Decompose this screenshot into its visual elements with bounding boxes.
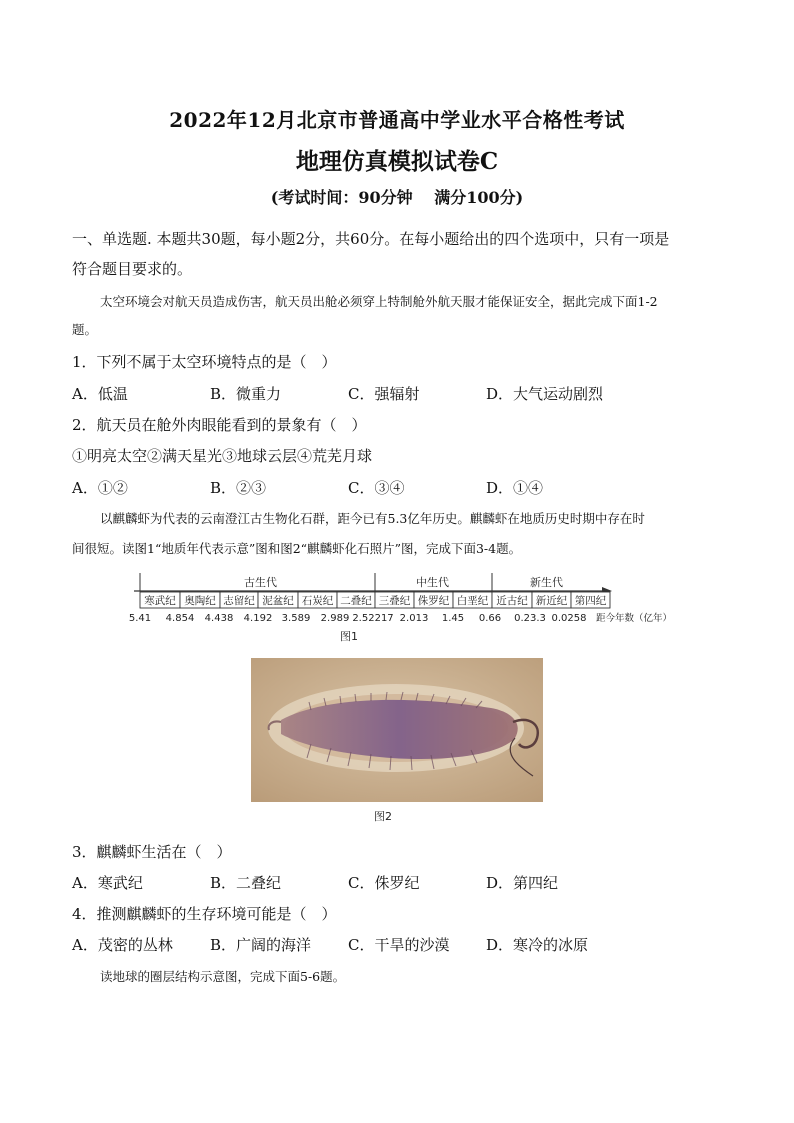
period-label: 侏罗纪 — [417, 595, 450, 607]
q4-option-b: B．广阔的海洋 — [210, 936, 312, 954]
q4-option-c: C．干旱的沙漠 — [348, 936, 450, 954]
question-3-stem: 3．麒麟虾生活在（ ） — [72, 843, 232, 861]
q1-option-a: A．低温 — [72, 385, 128, 403]
q2-option-d: D．①④ — [486, 479, 544, 497]
period-label: 泥盆纪 — [262, 595, 294, 607]
tick-label: 5.41 — [128, 613, 152, 624]
period-label: 近古纪 — [496, 595, 528, 607]
period-cells — [140, 592, 610, 608]
period-label: 石炭纪 — [301, 595, 334, 607]
period-label: 二叠纪 — [340, 595, 372, 607]
tick-label: 0.0258 — [551, 613, 587, 624]
figure-1-caption: 图1 — [340, 630, 358, 643]
tick-label: 4.438 — [204, 613, 234, 624]
era-label-mesozoic: 中生代 — [416, 576, 449, 589]
period-label: 白垩纪 — [456, 595, 489, 607]
exam-title: 2022年12月北京市普通高中学业水平合格性考试 — [169, 108, 625, 132]
exam-info: (考试时间：90分钟 满分100分) — [270, 188, 524, 207]
figure-2-caption: 图2 — [374, 810, 392, 823]
period-label: 第四纪 — [574, 595, 607, 607]
tick-label: 0.66 — [478, 613, 502, 624]
section-instruction-cont: 符合题目要求的。 — [72, 260, 193, 278]
q4-option-a: A．茂密的丛林 — [72, 936, 173, 954]
q3-option-d: D．第四纪 — [486, 874, 559, 892]
passage-2-cont: 间很短。读图1“地质年代表示意”图和图2“麒麟虾化石照片”图，完成下面3-4题。 — [72, 541, 522, 556]
q1-option-b: B．微重力 — [210, 385, 282, 403]
q1-option-c: C．强辐射 — [348, 385, 420, 403]
question-2-stem: 2．航天员在舱外肉眼能看到的景象有（ ） — [72, 416, 367, 434]
q4-option-d: D．寒冷的冰原 — [486, 936, 589, 954]
q2-option-b: B．②③ — [210, 479, 267, 497]
period-label: 三叠纪 — [378, 595, 411, 607]
paper-title: 地理仿真模拟试卷C — [295, 148, 499, 175]
passage-2: 以麒麟虾为代表的云南澄江古生物化石群，距今已有5.3亿年历史。麒麟虾在地质历史时期中存在时 — [100, 511, 645, 526]
tick-label: 2.52217 — [352, 613, 394, 624]
tick-label: 4.192 — [243, 613, 273, 624]
period-label: 寒武纪 — [144, 595, 176, 607]
period-label: 奥陶纪 — [184, 595, 216, 607]
era-label-paleozoic: 古生代 — [244, 576, 277, 589]
era-label-cenozoic: 新生代 — [530, 576, 563, 589]
period-label: 新近纪 — [535, 595, 568, 607]
passage-1: 太空环境会对航天员造成伤害，航天员出舱必须穿上特制舱外航天服才能保证安全，据此完成下面1-2 — [100, 294, 658, 309]
passage-1-cont: 题。 — [72, 322, 98, 337]
question-2-choices: ①明亮太空②满天星光③地球云层④荒芜月球 — [72, 447, 373, 465]
geologic-timeline-figure — [126, 572, 674, 654]
fossil-photo — [251, 658, 543, 802]
tick-label: 0.23.3 — [514, 613, 546, 624]
axis-unit-label: 距今年数（亿年） — [596, 613, 673, 624]
tick-label: 4.854 — [165, 613, 195, 624]
q3-option-c: C．侏罗纪 — [348, 874, 420, 892]
q3-option-b: B．二叠纪 — [210, 874, 282, 892]
q2-option-c: C．③④ — [348, 479, 405, 497]
period-label: 志留纪 — [223, 595, 255, 607]
question-1-stem: 1．下列不属于太空环境特点的是（ ） — [72, 353, 337, 371]
tick-label: 2.989 — [320, 613, 350, 624]
q2-option-a: A．①② — [72, 479, 128, 497]
tick-label: 3.589 — [281, 613, 311, 624]
passage-3: 读地球的圈层结构示意图，完成下面5-6题。 — [100, 969, 346, 984]
tick-label: 1.45 — [441, 613, 465, 624]
section-instruction: 一、单选题. 本题共30题，每小题2分，共60分。在每小题给出的四个选项中，只有一项是 — [72, 230, 670, 248]
tick-label: 2.013 — [399, 613, 429, 624]
q1-option-d: D．大气运动剧烈 — [486, 385, 604, 403]
q3-option-a: A．寒武纪 — [72, 874, 143, 892]
question-4-stem: 4．推测麒麟虾的生存环境可能是（ ） — [72, 905, 337, 923]
tick-labels — [129, 613, 587, 624]
